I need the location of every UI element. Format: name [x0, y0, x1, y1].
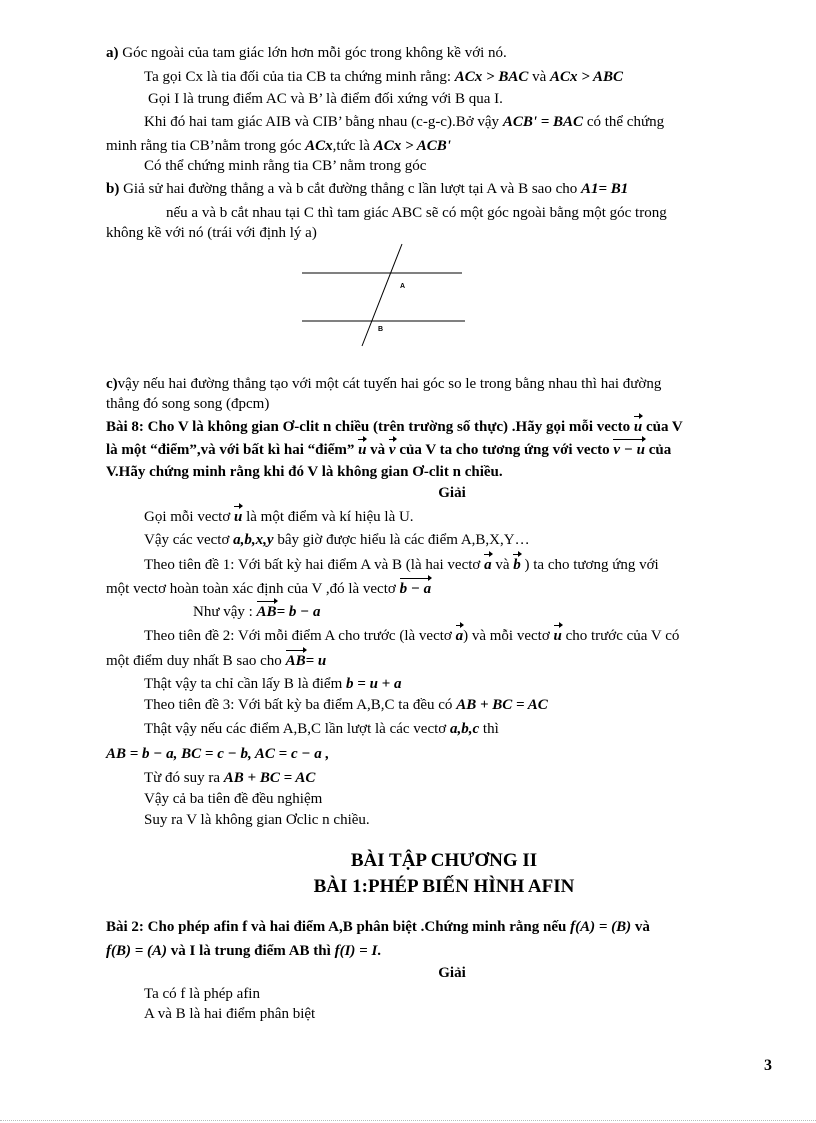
formula: = b − a: [276, 604, 321, 620]
bai8-step-9: Theo tiên đề 3: Với bất kỳ ba điểm A,B,C ta đều có AB + BC = AC: [144, 697, 548, 713]
part-b-line-2: nếu a và b cắt nhau tại C thì tam giác ABC sẽ có một góc ngoài bằng một góc trong: [166, 205, 667, 221]
parallel-lines-figure: [290, 238, 480, 353]
formula: v − u: [613, 442, 645, 458]
formula: ACx > ABC: [550, 69, 624, 85]
bai8-step-13: Vậy cả ba tiên đề đều nghiệm: [144, 791, 323, 807]
formula: a: [484, 557, 492, 573]
part-a-line-4: minh rằng tia CB’nằm trong góc ACx,tức là ACx > ACB': [106, 138, 451, 154]
formula: a,b,x,y: [233, 532, 274, 548]
bai8-step-3: Theo tiên đề 1: Với bất kỳ hai điểm A và B (là hai vectơ a và b ) ta cho tương ứng với: [144, 557, 659, 573]
figure-label-b: B: [378, 326, 384, 333]
formula: a: [455, 628, 464, 644]
formula: f(B) = (A): [106, 943, 168, 959]
bai8-step-2: Vậy các vectơ a,b,x,y bây giờ được hiểu là các điểm A,B,X,Y…: [144, 532, 530, 548]
bai2-step-1: Ta có f là phép afin: [144, 986, 260, 1002]
bai2-line-2: f(B) = (A) và I là trung điểm AB thì f(I) = I.: [106, 943, 382, 959]
part-a-line-5: Có thể chứng minh rằng tia CB’ nằm trong góc: [144, 158, 427, 174]
bai8-step-1: Gọi mỗi vectơ u là một điểm và kí hiệu là U.: [144, 509, 414, 525]
bai8-step-8: Thật vậy ta chỉ cần lấy B là điểm b = u + a: [144, 676, 402, 692]
page-divider: [0, 1120, 816, 1121]
bai8-step-14: Suy ra V là không gian Ơclic n chiều.: [144, 812, 370, 828]
part-a-line-3: Khi đó hai tam giác AIB và CIB’ bằng nhau (c-g-c).Bở vậy ACB' = BAC có thể chứng: [144, 114, 665, 130]
formula: AB + BC = AC: [456, 697, 548, 713]
chapter-subtitle: BÀI 1:PHÉP BIẾN HÌNH AFIN: [313, 876, 575, 897]
formula: = u: [305, 653, 327, 669]
formula: AB: [285, 653, 306, 669]
part-a-title: a) Góc ngoài của tam giác lớn hơn mỗi góc trong không kề với nó.: [106, 45, 507, 61]
part-b-line-3: không kề với nó (trái với định lý a): [106, 225, 317, 241]
bai8-line-3: V.Hãy chứng minh rằng khi đó V là không gian Ơ-clit n chiều.: [106, 464, 503, 480]
bai8-step-11: [106, 745, 329, 763]
formula: ACB' = BAC: [502, 114, 584, 130]
formula: u: [553, 628, 562, 644]
formula: ACx > BAC: [454, 69, 529, 85]
bai8-step-5: Như vậy : AB= b − a: [193, 604, 321, 620]
formula: v: [388, 442, 396, 458]
formula: b: [513, 557, 521, 573]
formula: ACx: [305, 138, 333, 154]
figure-label-a: A: [400, 283, 406, 290]
bai8-step-4: một vectơ hoàn toàn xác định của V ,đó là vectơ b − a: [106, 581, 432, 597]
bai8-line-2: là một “điểm”,và với bất kì hai “điểm” u và v của V ta cho tương ứng với vecto v − u của: [106, 442, 672, 458]
part-a-line-1: Ta gọi Cx là tia đối của tia CB ta chứng minh rằng: ACx > BAC và ACx > ABC: [144, 69, 624, 85]
formula: b = u + a: [346, 676, 402, 692]
formula: AB = b − a, BC = c − b, AC = c − a ,: [106, 746, 330, 762]
bai8-solution-heading: Giải: [438, 485, 466, 501]
formula: u: [358, 442, 367, 458]
bai2-line-1: Bài 2: Cho phép afin f và hai điểm A,B phân biệt .Chứng minh rằng nếu f(A) = (B) và: [106, 919, 650, 935]
part-c-line-1: c)vậy nếu hai đường thẳng tạo với một cát tuyến hai góc so le trong bằng nhau thì hai đường: [106, 376, 662, 392]
formula: AB: [256, 604, 277, 620]
formula: A1= B1: [580, 181, 629, 197]
part-a-line-2: Gọi I là trung điểm AC và B’ là điểm đối xứng với B qua I.: [148, 91, 503, 107]
formula: AB + BC = AC: [223, 770, 316, 786]
part-b-line-1: b) Giả sử hai đường thẳng a và b cắt đường thẳng c lần lượt tại A và B sao cho A1= B1: [106, 181, 629, 197]
formula: u: [633, 419, 643, 435]
bai2-step-2: A và B là hai điểm phân biệt: [144, 1006, 316, 1022]
bai8-step-12: Từ đó suy ra AB + BC = AC: [144, 770, 316, 786]
formula: f(I) = I: [334, 943, 378, 959]
formula: u: [234, 509, 243, 525]
formula: a,b,c: [449, 721, 480, 737]
chapter-title: BÀI TẬP CHƯƠNG II: [350, 850, 538, 871]
page-number: 3: [764, 1057, 772, 1074]
formula: ACx > ACB': [373, 138, 451, 154]
formula: f(A) = (B): [570, 919, 632, 935]
bai8-step-7: một điểm duy nhất B sao cho AB= u: [106, 653, 327, 669]
bai2-solution-heading: Giải: [438, 965, 466, 981]
part-c-line-2: thẳng đó song song (đpcm): [106, 396, 270, 412]
formula: b − a: [399, 581, 432, 597]
bai8-line-1: Bài 8: Cho V là không gian Ơ-clit n chiều (trên trường số thực) .Hãy gọi mỗi vecto u của V: [106, 419, 683, 435]
bai8-step-10: Thật vậy nếu các điểm A,B,C lần lượt là các vectơ a,b,c thì: [144, 721, 499, 737]
bai8-step-6: Theo tiên đề 2: Với mỗi điểm A cho trước (là vectơ a) và mỗi vectơ u cho trước của V có: [144, 628, 680, 644]
